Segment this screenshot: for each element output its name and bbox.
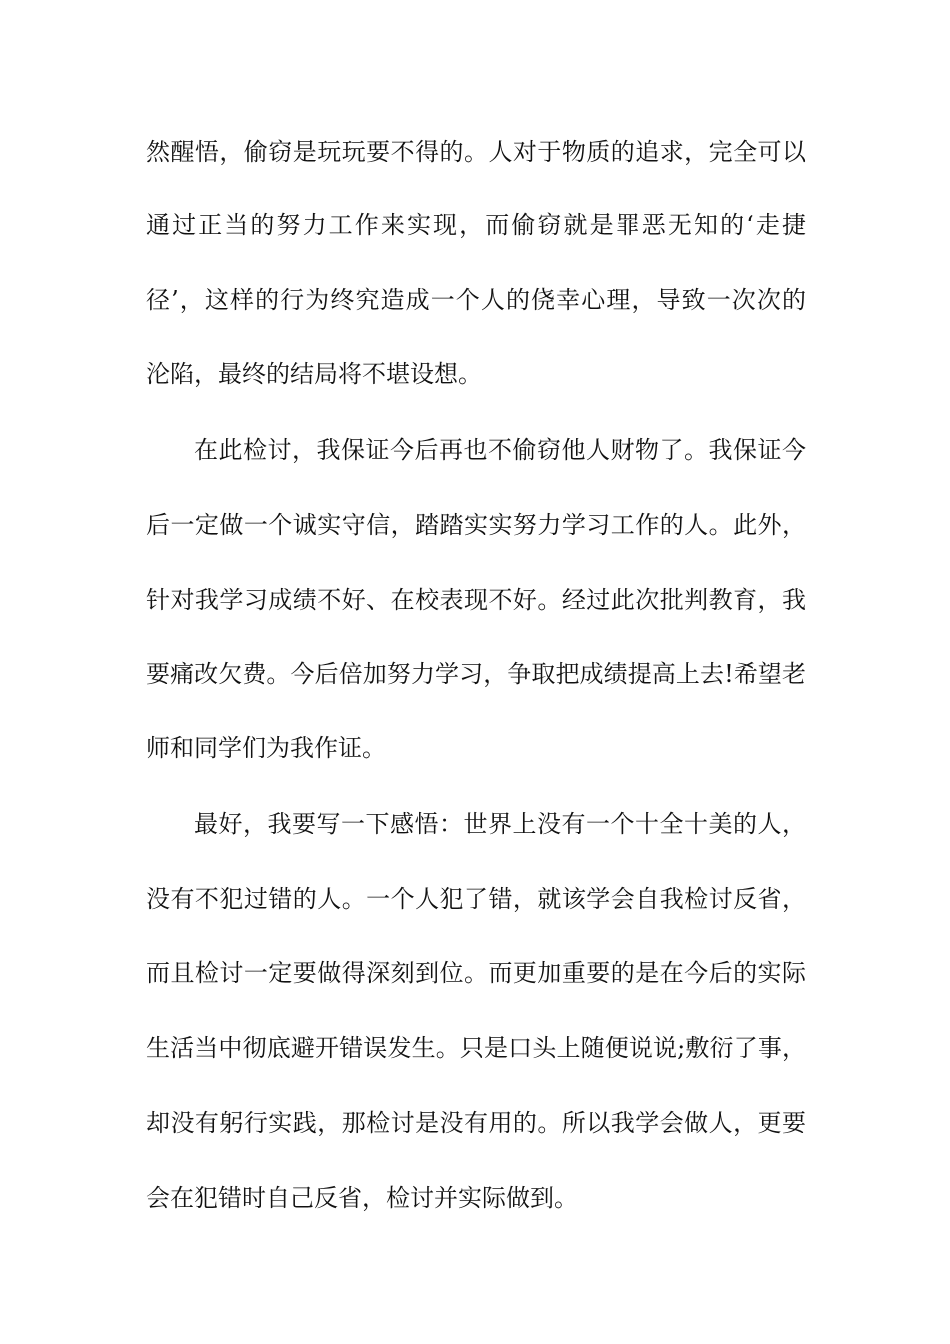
- text-line: 而且检讨一定要做得深刻到位。而更加重要的是在今后的实际: [146, 959, 806, 987]
- text-line: 针对我学习成绩不好、在校表现不好。经过此次批判教育，我: [146, 586, 806, 614]
- text-line: 后一定做一个诚实守信，踏踏实实努力学习工作的人。此外，: [146, 511, 806, 539]
- text-line: 生活当中彻底避开错误发生。只是口头上随便说说;敷衍了事，: [146, 1034, 806, 1062]
- text-line: 径’，这样的行为终究造成一个人的侥幸心理，导致一次次的: [146, 286, 806, 314]
- text-line: 沦陷，最终的结局将不堪设想。: [146, 360, 482, 388]
- text-line: 却没有躬行实践，那检讨是没有用的。所以我学会做人，更要: [146, 1109, 806, 1137]
- text-line: 会在犯错时自己反省，检讨并实际做到。: [146, 1184, 578, 1212]
- text-line: 要痛改欠费。今后倍加努力学习，争取把成绩提高上去!希望老: [146, 660, 806, 688]
- text-line: 师和同学们为我作证。: [146, 734, 386, 762]
- text-line: 没有不犯过错的人。一个人犯了错，就该学会自我检讨反省，: [146, 885, 806, 913]
- paragraph-first-line: 在此检讨，我保证今后再也不偷窃他人财物了。我保证今: [194, 436, 806, 464]
- text-line: 然醒悟，偷窃是玩玩要不得的。人对于物质的追求，完全可以: [146, 138, 806, 166]
- text-line: 通过正当的努力工作来实现，而偷窃就是罪恶无知的‘走捷: [146, 211, 806, 239]
- paragraph-first-line: 最好，我要写一下感悟：世界上没有一个十全十美的人，: [194, 810, 806, 838]
